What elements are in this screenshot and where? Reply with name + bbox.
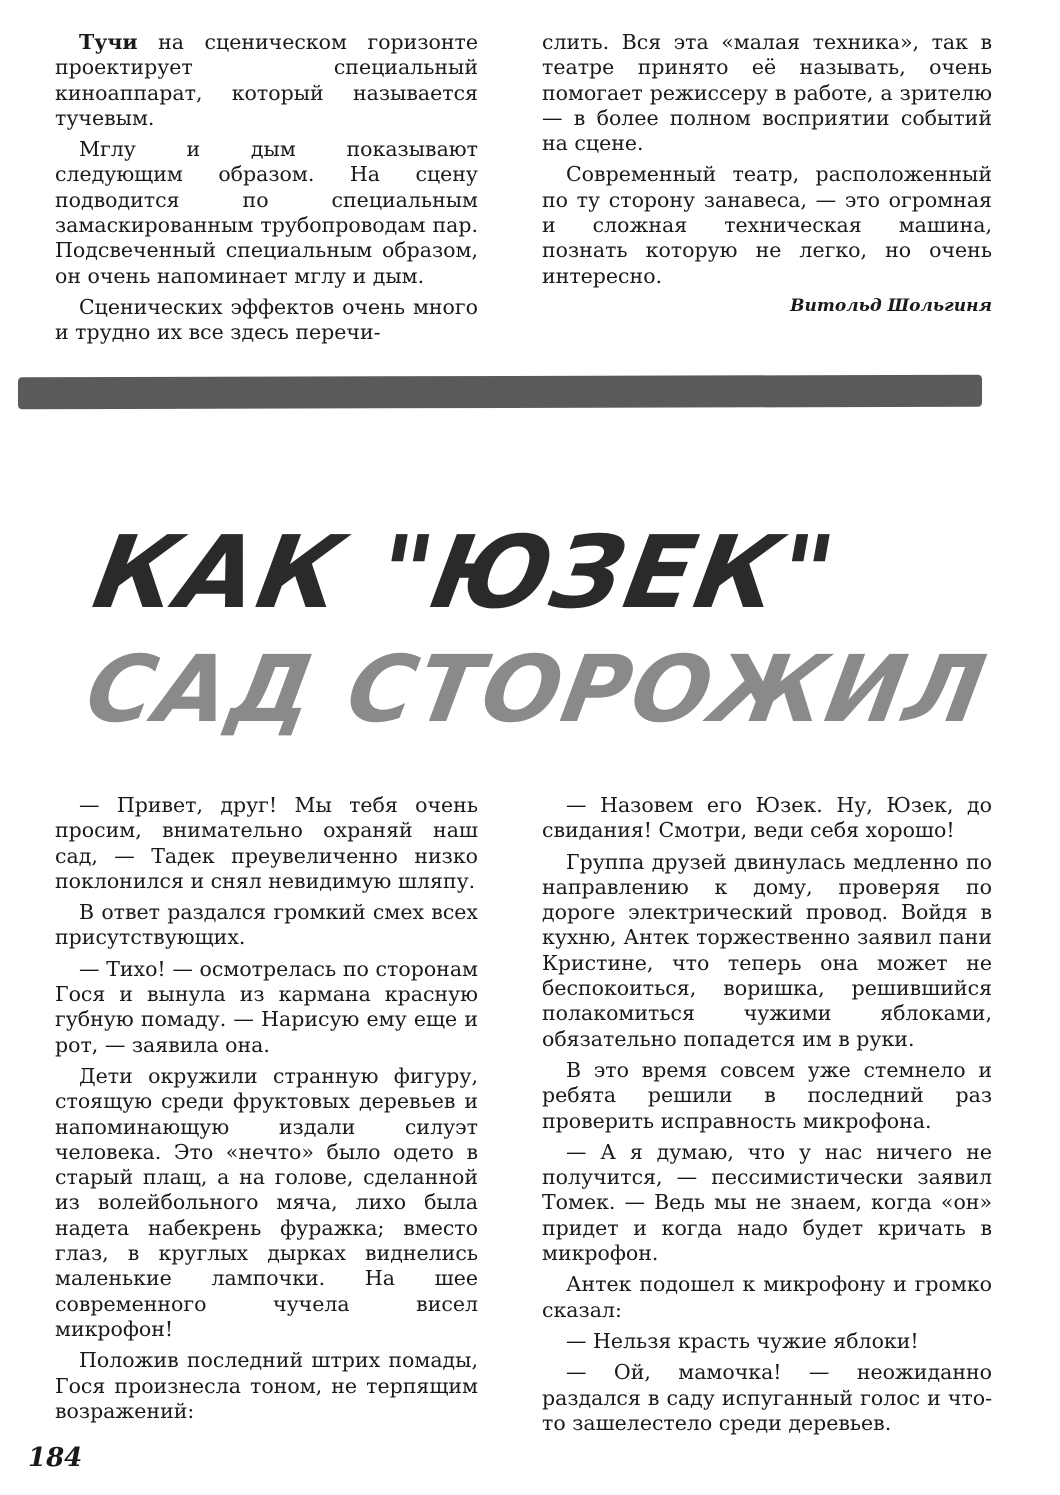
paragraph: Сценических эффектов очень много и трудно их все здесь перечи- [55,294,478,345]
article-right-column [542,793,992,1442]
lead-word: Тучи [79,30,138,54]
article-title-line-1: КАК "ЮЗЕК" [85,514,845,631]
page-number: 184 [28,1443,83,1473]
paragraph: — Нельзя красть чужие яблоки! [566,1328,919,1353]
author-signature: Витольд Шольгиня [790,295,992,316]
article-left-column [55,793,478,1430]
paragraph: — Назовем его Юзек. Ну, Юзек, до свидания! Смотри, веди себя хорошо! [542,793,992,843]
paragraph: — Ой, мамочка! — неожиданно раздался в саду испуганный голос и что-то зашелестело среди деревьев. [542,1360,992,1435]
paragraph: Мглу и дым показывают следующим образом. На сцену подводится по специальным замаскированным трубопроводам пар. Подсвеченный специальным образом, он очень напоминает мглу и дым. [55,137,478,288]
paragraph: слить. Вся эта «малая техника», так в театре принято её называть, очень помогает режиссеру в работе, а зрителю — в более полном восприятии событий на сцене. [542,30,992,156]
paragraph: — А я думаю, что у нас ничего не получится, — пессимистически заявил Томек. — Ведь мы не знаем, когда «он» придет и когда надо будет кричать в микрофон. [542,1139,992,1266]
paragraph: — Тихо! — осмотрелась по сторонам Гося и вынула из кармана красную губную помаду. — Нарисую ему еще и рот, — заявила она. [55,956,478,1057]
paragraph [55,30,478,131]
paragraph: Современный театр, расположенный по ту сторону занавеса, — это огромная и сложная техническая машина, познать которую не легко, но очень интересно. [542,162,992,288]
article-title-line-2: САД СТОРОЖИЛ [78,636,995,743]
paragraph: Антек подошел к микрофону и громко сказал: [542,1272,992,1322]
paragraph: Дети окружили странную фигуру, стоящую среди фруктовых деревьев и напоминающую издали силуэт человека. Это «нечто» было одето в старый плащ, а на голове, сделанной из волейбольного мяча, лихо была надета набекрень фуражка; вместо глаз, в круглых дырках виднелись маленькие лампочки. На шее современного чучела висел микрофон! [55,1063,478,1341]
paragraph: В это время совсем уже стемнело и ребята решили в последний раз проверить исправность микрофона. [542,1057,992,1133]
paragraph: — Привет, друг! Мы тебя очень просим, внимательно охраняй наш сад, — Тадек преувеличенно низко поклонился и снял невидимую шляпу. [55,793,478,893]
paragraph: Группа друзей двинулась медленно по направлению к дому, проверяя по дороге электрический провод. Войдя в кухню, Антек торжественно заявил пани Кристине, что теперь она может не беспокоиться, воришка, решившийся полакомиться чужими яблоками, обязательно попадется им в руки. [542,849,992,1051]
paragraph: В ответ раздался громкий смех всех присутствующих. [55,900,478,950]
top-right-column [542,30,992,323]
paragraph-text: на сценическом горизонте проектирует специальный киноаппарат, который называется тучевым. [55,30,478,130]
paragraph: Положив последний штрих помады, Гося произнесла тоном, не терпящим возражений: [55,1348,478,1423]
section-divider-bar [18,375,982,410]
top-left-column [55,30,478,352]
